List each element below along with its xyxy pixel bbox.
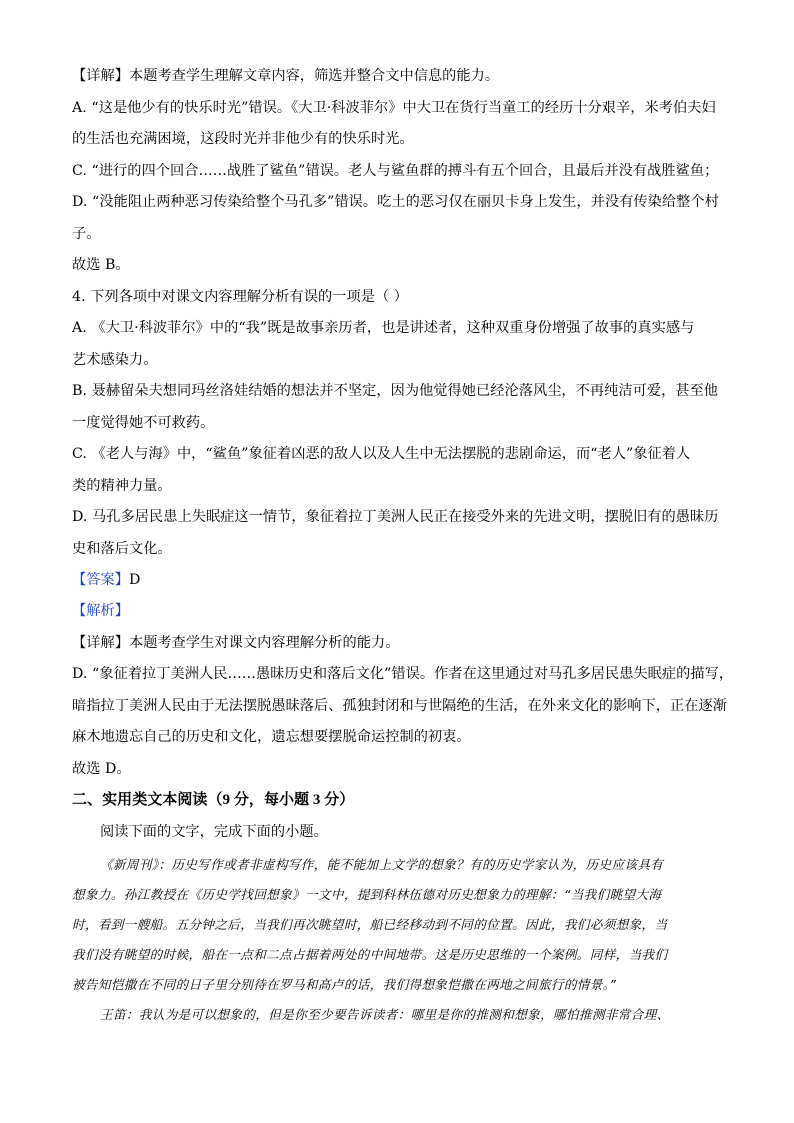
- analysis-line: [72, 601, 129, 621]
- q4-option-d-line-1: D. 马孔多居民患上失眠症这一情节，象征着拉丁美洲人民正在接受外来的先进文明，摆脱旧有的愚昧历: [72, 509, 719, 525]
- passage-line-2: 想象力。孙江教授在《历史学找回想象》一文中，提到科林伍德对历史想象力的理解：“当我们眺望大海: [72, 887, 662, 902]
- option-c-explanation: C. “进行的四个回合……战胜了鲨鱼”错误。老人与鲨鱼群的搏斗有五个回合，且最后并没有战胜鲨鱼；: [72, 163, 719, 179]
- q4-explanation-line-2: 暗指拉丁美洲人民由于无法摆脱愚昧落后、孤独封闭和与世隔绝的生活，在外来文化的影响下，正在逐渐: [72, 698, 727, 714]
- option-d-explanation-line-1: D. “没能阻止两种恶习传染给整个马孔多”错误。吃土的恶习仅在丽贝卡身上发生，并没有传染给整个村: [72, 194, 719, 210]
- passage-line-6: 王笛：我认为是可以想象的，但是你至少要告诉读者：哪里是你的推测和想象，哪怕推测非常合理、: [100, 1007, 670, 1022]
- q4-option-a-line-1: A. 《大卫·科波菲尔》中的“我”既是故事亲历者，也是讲述者，这种双重身份增强了故事的真实感与: [72, 320, 695, 336]
- option-d-explanation-line-2: 子。: [72, 226, 101, 242]
- q4-option-b-line-1: B. 聂赫留朵夫想同玛丝洛娃结婚的想法并不坚定，因为他觉得她已经沦落风尘，不再纯洁可爱，甚至他: [72, 383, 719, 399]
- q4-option-c-line-2: 类的精神力量。: [72, 478, 172, 494]
- reading-instruction: 阅读下面的文字，完成下面的小题。: [100, 824, 328, 840]
- q4-option-d-line-2: 史和落后文化。: [72, 541, 172, 557]
- q4-option-a-line-2: 艺术感染力。: [72, 352, 158, 368]
- option-a-explanation-line-2: 的生活也充满困境，这段时光并非他少有的快乐时光。: [72, 131, 414, 147]
- section-heading: 二、实用类文本阅读（9 分，每小题 3 分）: [72, 792, 355, 808]
- q4-option-b-line-2: 一度觉得她不可救药。: [72, 415, 215, 431]
- analysis-tag: 【解析】: [72, 603, 129, 619]
- option-a-explanation-line-1: A. “这是他少有的快乐时光”错误。《大卫·科波菲尔》中大卫在货行当童工的经历十分艰辛，米考伯夫妇: [72, 100, 716, 116]
- passage-line-5: 被告知恺撒在不同的日子里分别待在罗马和高卢的话，我们得想象恺撒在两地之间旅行的情景。”: [72, 977, 617, 992]
- passage-line-4: 我们没有眺望的时候，船在一点和二点占据着两处的中间地带。这是历史思维的一个案例。同样，当我们: [72, 947, 668, 962]
- q4-explanation-line-1: D. “象征着拉丁美洲人民……愚昧历史和落后文化”错误。作者在这里通过对马孔多居民患失眠症的描写，: [72, 666, 734, 682]
- answer-choice-b: 故选 B。: [72, 257, 130, 273]
- answer-choice-d: 故选 D。: [72, 761, 131, 777]
- answer-tag: 【答案】: [72, 572, 129, 588]
- detail-line-2: 【详解】本题考查学生对课文内容理解分析的能力。: [72, 635, 400, 651]
- answer-line: 【答案】D: [72, 572, 141, 588]
- passage-line-3: 时，看到一艘船。五分钟之后，当我们再次眺望时，船已经移动到不同的位置。因此，我们必须想象，当: [72, 917, 668, 932]
- q4-explanation-line-3: 麻木地遗忘自己的历史和文化，遗忘想要摆脱命运控制的初衷。: [72, 729, 471, 745]
- q4-option-c-line-1: C. 《老人与海》中，“鲨鱼”象征着凶恶的敌人以及人生中无法摆脱的悲剧命运，而“老人”象征着人: [72, 446, 691, 462]
- passage-line-1: 《新周刊》：历史写作或者非虚构写作，能不能加上文学的想象？有的历史学家认为，历史应该具有: [100, 857, 664, 872]
- question-4-stem: 4. 下列各项中对课文内容理解分析有误的一项是（ ）: [72, 289, 408, 305]
- detail-line-1: 【详解】本题考查学生理解文章内容，筛选并整合文中信息的能力。: [72, 68, 500, 84]
